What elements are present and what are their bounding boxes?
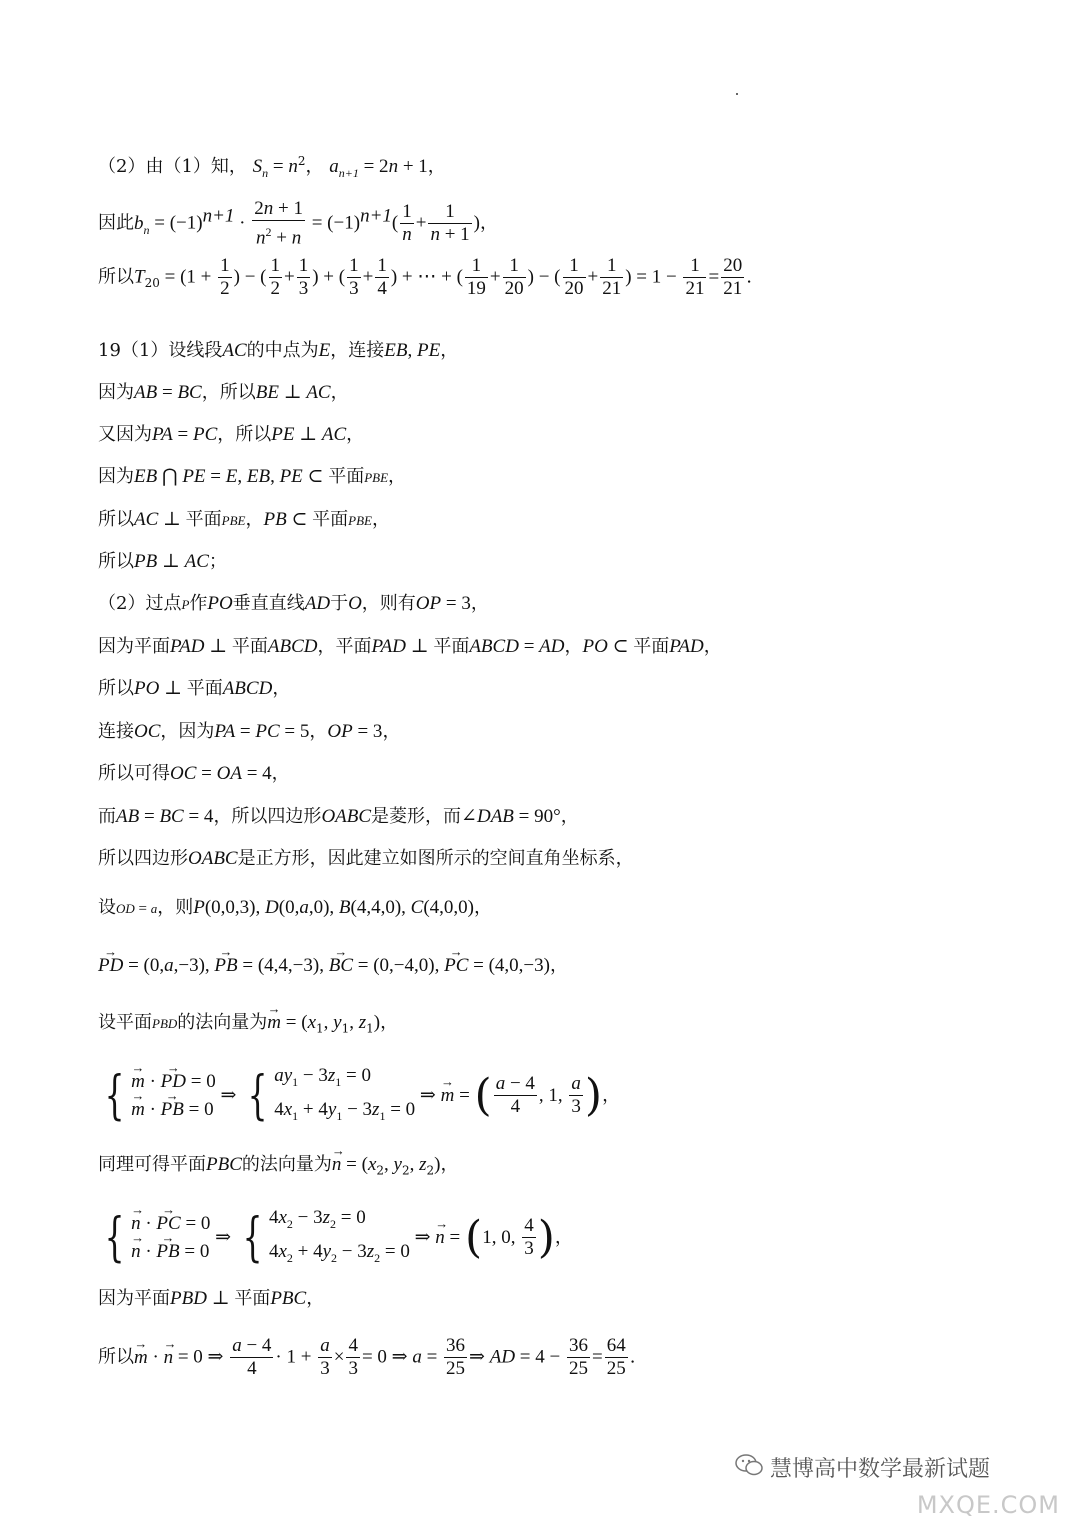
- fraction: $\frac{64}{25}$: [606, 1335, 626, 1379]
- line-19-11: 所以可得OC = OA = 4，: [98, 763, 290, 784]
- text-span: ，则: [157, 897, 194, 918]
- fraction: $\frac{4}{3}$: [524, 1215, 534, 1260]
- text-span: 设: [98, 897, 116, 918]
- text-span: ，连接: [330, 340, 385, 361]
- text-span: 所以四边形: [98, 848, 188, 869]
- comma: ，: [388, 466, 407, 487]
- fraction: $\frac{a}{3}$: [320, 1335, 330, 1379]
- text-span: 的中点为: [246, 340, 319, 361]
- text-span: 平面: [312, 509, 349, 530]
- text-span: 连接: [98, 721, 134, 742]
- comma: ，: [306, 1288, 325, 1309]
- text-span: 所以: [98, 509, 134, 530]
- fraction: $\frac{20}{21}$: [723, 255, 743, 299]
- period: .: [629, 1346, 636, 1368]
- text-span: 平面: [633, 636, 670, 657]
- text-span: 同理可得平面: [98, 1154, 206, 1175]
- text-span: 平面: [328, 466, 365, 487]
- text-span: 平面: [234, 1288, 271, 1309]
- text-span: 平面: [186, 678, 223, 699]
- text-span: 而: [98, 806, 116, 827]
- text-span: ，平面: [317, 636, 372, 657]
- comma: ，: [440, 340, 459, 361]
- fraction: $\frac{1}{2}$: [220, 255, 230, 299]
- line-19-3: 又因为PA = PC，所以PE ⊥ AC，: [98, 424, 365, 445]
- line-19-7: （2）过点P作PO垂直直线AD于O，则有OP = 3，: [98, 593, 489, 614]
- comma: ，: [554, 1226, 573, 1248]
- text-span: 的法向量为: [177, 1012, 268, 1033]
- text-span: 因为: [98, 466, 134, 487]
- fraction: $\frac{a}{3}$: [571, 1073, 581, 1118]
- text-span: 因为平面: [98, 636, 170, 657]
- fraction: $\frac{1}{20}$: [564, 255, 584, 299]
- watermark-account: 慧博高中数学最新试题: [770, 1457, 991, 1482]
- text-span: 19（1）设线段: [98, 340, 223, 361]
- comma: ，: [564, 636, 583, 657]
- text-span: ，所以四边形: [213, 806, 322, 827]
- line-sn: （2）由（1）知， $S_n = n^2$， $a_{n+1} = 2n + 1$，: [98, 154, 446, 180]
- comma: ，: [703, 636, 722, 657]
- line-bn: 因此$b_n = (-1)^{n+1}$ · $\frac{2n + 1}{n^2 + n}$ = $(-1)^{n+1}$( $\frac{1}{n}$ + $\frac{1}{n + 1}$ )，: [98, 198, 498, 249]
- text-span: 所以可得: [98, 763, 170, 784]
- fraction: $\frac{1}{21}$: [602, 255, 622, 299]
- text-span: 因为: [178, 721, 215, 742]
- text-span: 是菱形，而: [371, 806, 462, 827]
- comma: ，: [330, 382, 349, 403]
- comma: ，: [479, 212, 498, 234]
- fraction: $\frac{36}{25}$: [446, 1335, 466, 1379]
- line-19-14: 设OD = a，则P(0,0,3), D(0,a,0), B(4,4,0), C(4,0,0)，: [98, 897, 493, 918]
- line-19-13: 所以四边形OABC是正方形，因此建立如图所示的空间直角坐标系，: [98, 848, 634, 869]
- text-span: 平面: [231, 636, 268, 657]
- comma: ，: [346, 424, 365, 445]
- text-span: 平面: [433, 636, 470, 657]
- text-span: （2）过点: [98, 593, 182, 614]
- line-19-5: 所以AC ⊥ 平面PBE，PB ⊂ 平面PBE，: [98, 509, 390, 530]
- comma: ，: [474, 897, 493, 918]
- text-span: 所以: [98, 266, 134, 288]
- text-span: 是正方形，因此建立如图所示的空间直角坐标系，: [237, 848, 634, 869]
- comma: ，: [309, 721, 328, 742]
- line-19-6: 所以PB ⊥ AC；: [98, 551, 227, 572]
- line-19-4: 因为EB ⋂ PE = E, EB, PE ⊂ 平面PBE，: [98, 466, 407, 487]
- comma: ，: [271, 763, 290, 784]
- text-span: 又因为: [98, 424, 152, 445]
- fraction: $\frac{a - 4}{4}$: [495, 1073, 535, 1118]
- watermark-site: MXQE.COM: [916, 1491, 1060, 1519]
- line-19-17: { → m · → PD = 0 → m · → PB = 0 ⇒ { $ay_1 - 3z_1 = 0$ $4x_1 + 4y_1 - 3z_1 = 0$ ⇒ → m = ( $\frac{a - 4}{4}$ , 1, $\frac{a}{3}$ )，: [98, 1062, 620, 1130]
- comma: ，: [440, 1154, 459, 1175]
- comma: ，: [305, 156, 324, 177]
- comma: ，: [272, 678, 291, 699]
- comma: ，: [371, 509, 390, 530]
- comma: ，: [549, 955, 568, 976]
- fraction: $\frac{1}{19}$: [466, 255, 486, 299]
- line-19-10: 连接OC，因为PA = PC = 5，OP = 3，: [98, 721, 401, 742]
- fraction: $\frac{1}{n}$: [402, 201, 412, 246]
- text-span: 设平面: [98, 1012, 152, 1033]
- comma: ，: [470, 593, 489, 614]
- text-span: 所以: [98, 1346, 134, 1368]
- fraction: $\frac{2n + 1}{n^2 + n}$: [254, 198, 303, 249]
- line-19-9: 所以PO ⊥ 平面ABCD，: [98, 678, 291, 699]
- line-19-18: 同理可得平面PBC的法向量为→ $n = (x_2$, $y_2$, $z_2$)，: [98, 1154, 458, 1182]
- comma: ，: [560, 806, 579, 827]
- text-span: （2）由（1）知，: [98, 156, 247, 177]
- text-span: 的法向量为: [241, 1154, 332, 1175]
- line-19-2: 因为AB = BC，所以BE ⊥ AC，: [98, 382, 349, 403]
- comma: ，: [245, 509, 264, 530]
- fraction: $\frac{4}{3}$: [348, 1335, 358, 1379]
- semicolon: ；: [208, 551, 227, 572]
- text-span: 所以: [98, 551, 134, 572]
- fraction: $\frac{36}{25}$: [568, 1335, 588, 1379]
- line-19-15: → PD = (0,a,−3), → PB = (4,4,−3), → BC = (0,−4,0), → PC = (4,0,−3)，: [98, 955, 568, 977]
- fraction: $\frac{1}{21}$: [685, 255, 705, 299]
- fraction: $\frac{a - 4}{4}$: [232, 1335, 272, 1379]
- text-span: 平面: [185, 509, 222, 530]
- text-span: ，所以: [201, 382, 256, 403]
- period: .: [746, 266, 752, 288]
- fraction: $\frac{1}{n + 1}$: [430, 201, 470, 246]
- fraction: $\frac{1}{2}$: [270, 255, 280, 299]
- text-span: 因为: [98, 382, 134, 403]
- comma: ，: [602, 1084, 621, 1106]
- line-19-19: { → n · → PC = 0 → n · → PB = 0 ⇒ { $4x_2 - 3z_2 = 0$ $4x_2 + 4y_2 - 3z_2 = 0$ ⇒ → n = (1, 0, $\frac{4}{3}$ )，: [98, 1204, 573, 1272]
- comma: ，: [382, 721, 401, 742]
- line-19-1: 19（1）设线段AC的中点为E，连接EB, PE，: [98, 340, 459, 361]
- comma: ，: [427, 156, 446, 177]
- comma: ，: [380, 1012, 399, 1033]
- fraction: $\frac{1}{20}$: [504, 255, 524, 299]
- line-19-16: 设平面PBD的法向量为→ $m = (x_1$, $y_1$, $z_1$)，: [98, 1012, 398, 1040]
- text-span: ，所以: [217, 424, 272, 445]
- fraction: $\frac{1}{3}$: [349, 255, 359, 299]
- line-19-21: 所以→ m · → n = 0 ⇒ $\frac{a - 4}{4}$ · 1 + $\frac{a}{3}$ × $\frac{4}{3}$ = 0 ⇒ a = $\frac{36}{25}$ ⇒ AD = 4 − $\frac{36}{25}$ = $\frac{64}{25}$ .: [98, 1335, 635, 1380]
- wechat-icon: [735, 1453, 763, 1477]
- comma: ，: [160, 721, 179, 742]
- fraction: $\frac{1}{4}$: [377, 255, 387, 299]
- fraction: $\frac{1}{3}$: [298, 255, 309, 299]
- line-19-20: 因为平面PBD ⊥ 平面PBC，: [98, 1288, 325, 1309]
- line-19-8: 因为平面PAD ⊥ 平面ABCD，平面PAD ⊥ 平面ABCD = AD，PO ⊂ 平面PAD，: [98, 636, 722, 657]
- text-span: 因为平面: [98, 1288, 170, 1309]
- text-span: 垂直直线: [232, 593, 305, 614]
- text-span: 所以: [98, 678, 134, 699]
- text-span: 于: [330, 593, 349, 614]
- text-span: ，则有: [361, 593, 416, 614]
- line-19-12: 而AB = BC = 4，所以四边形OABC是菱形，而∠DAB = 90°，: [98, 806, 579, 827]
- text-span: 作: [189, 593, 208, 614]
- line-t20: 所以$T_{20} = (1$ + $\frac{1}{2}$ ) − ( $\frac{1}{2}$ + $\frac{1}{3}$ ) + ( $\frac{1}{3}$ + $\frac{1}{4}$ ) + ⋯ + ( $\frac{1}{19}$ + $\frac{1}{20}$ ) − ( $\frac{1}{20}$ + $\frac{1}{21}$ ) = 1 − $\frac{1}{21}$ = $\frac{20}{21}$ .: [98, 255, 752, 299]
- stray-dot: [736, 93, 738, 95]
- text-span: 因此: [98, 212, 134, 234]
